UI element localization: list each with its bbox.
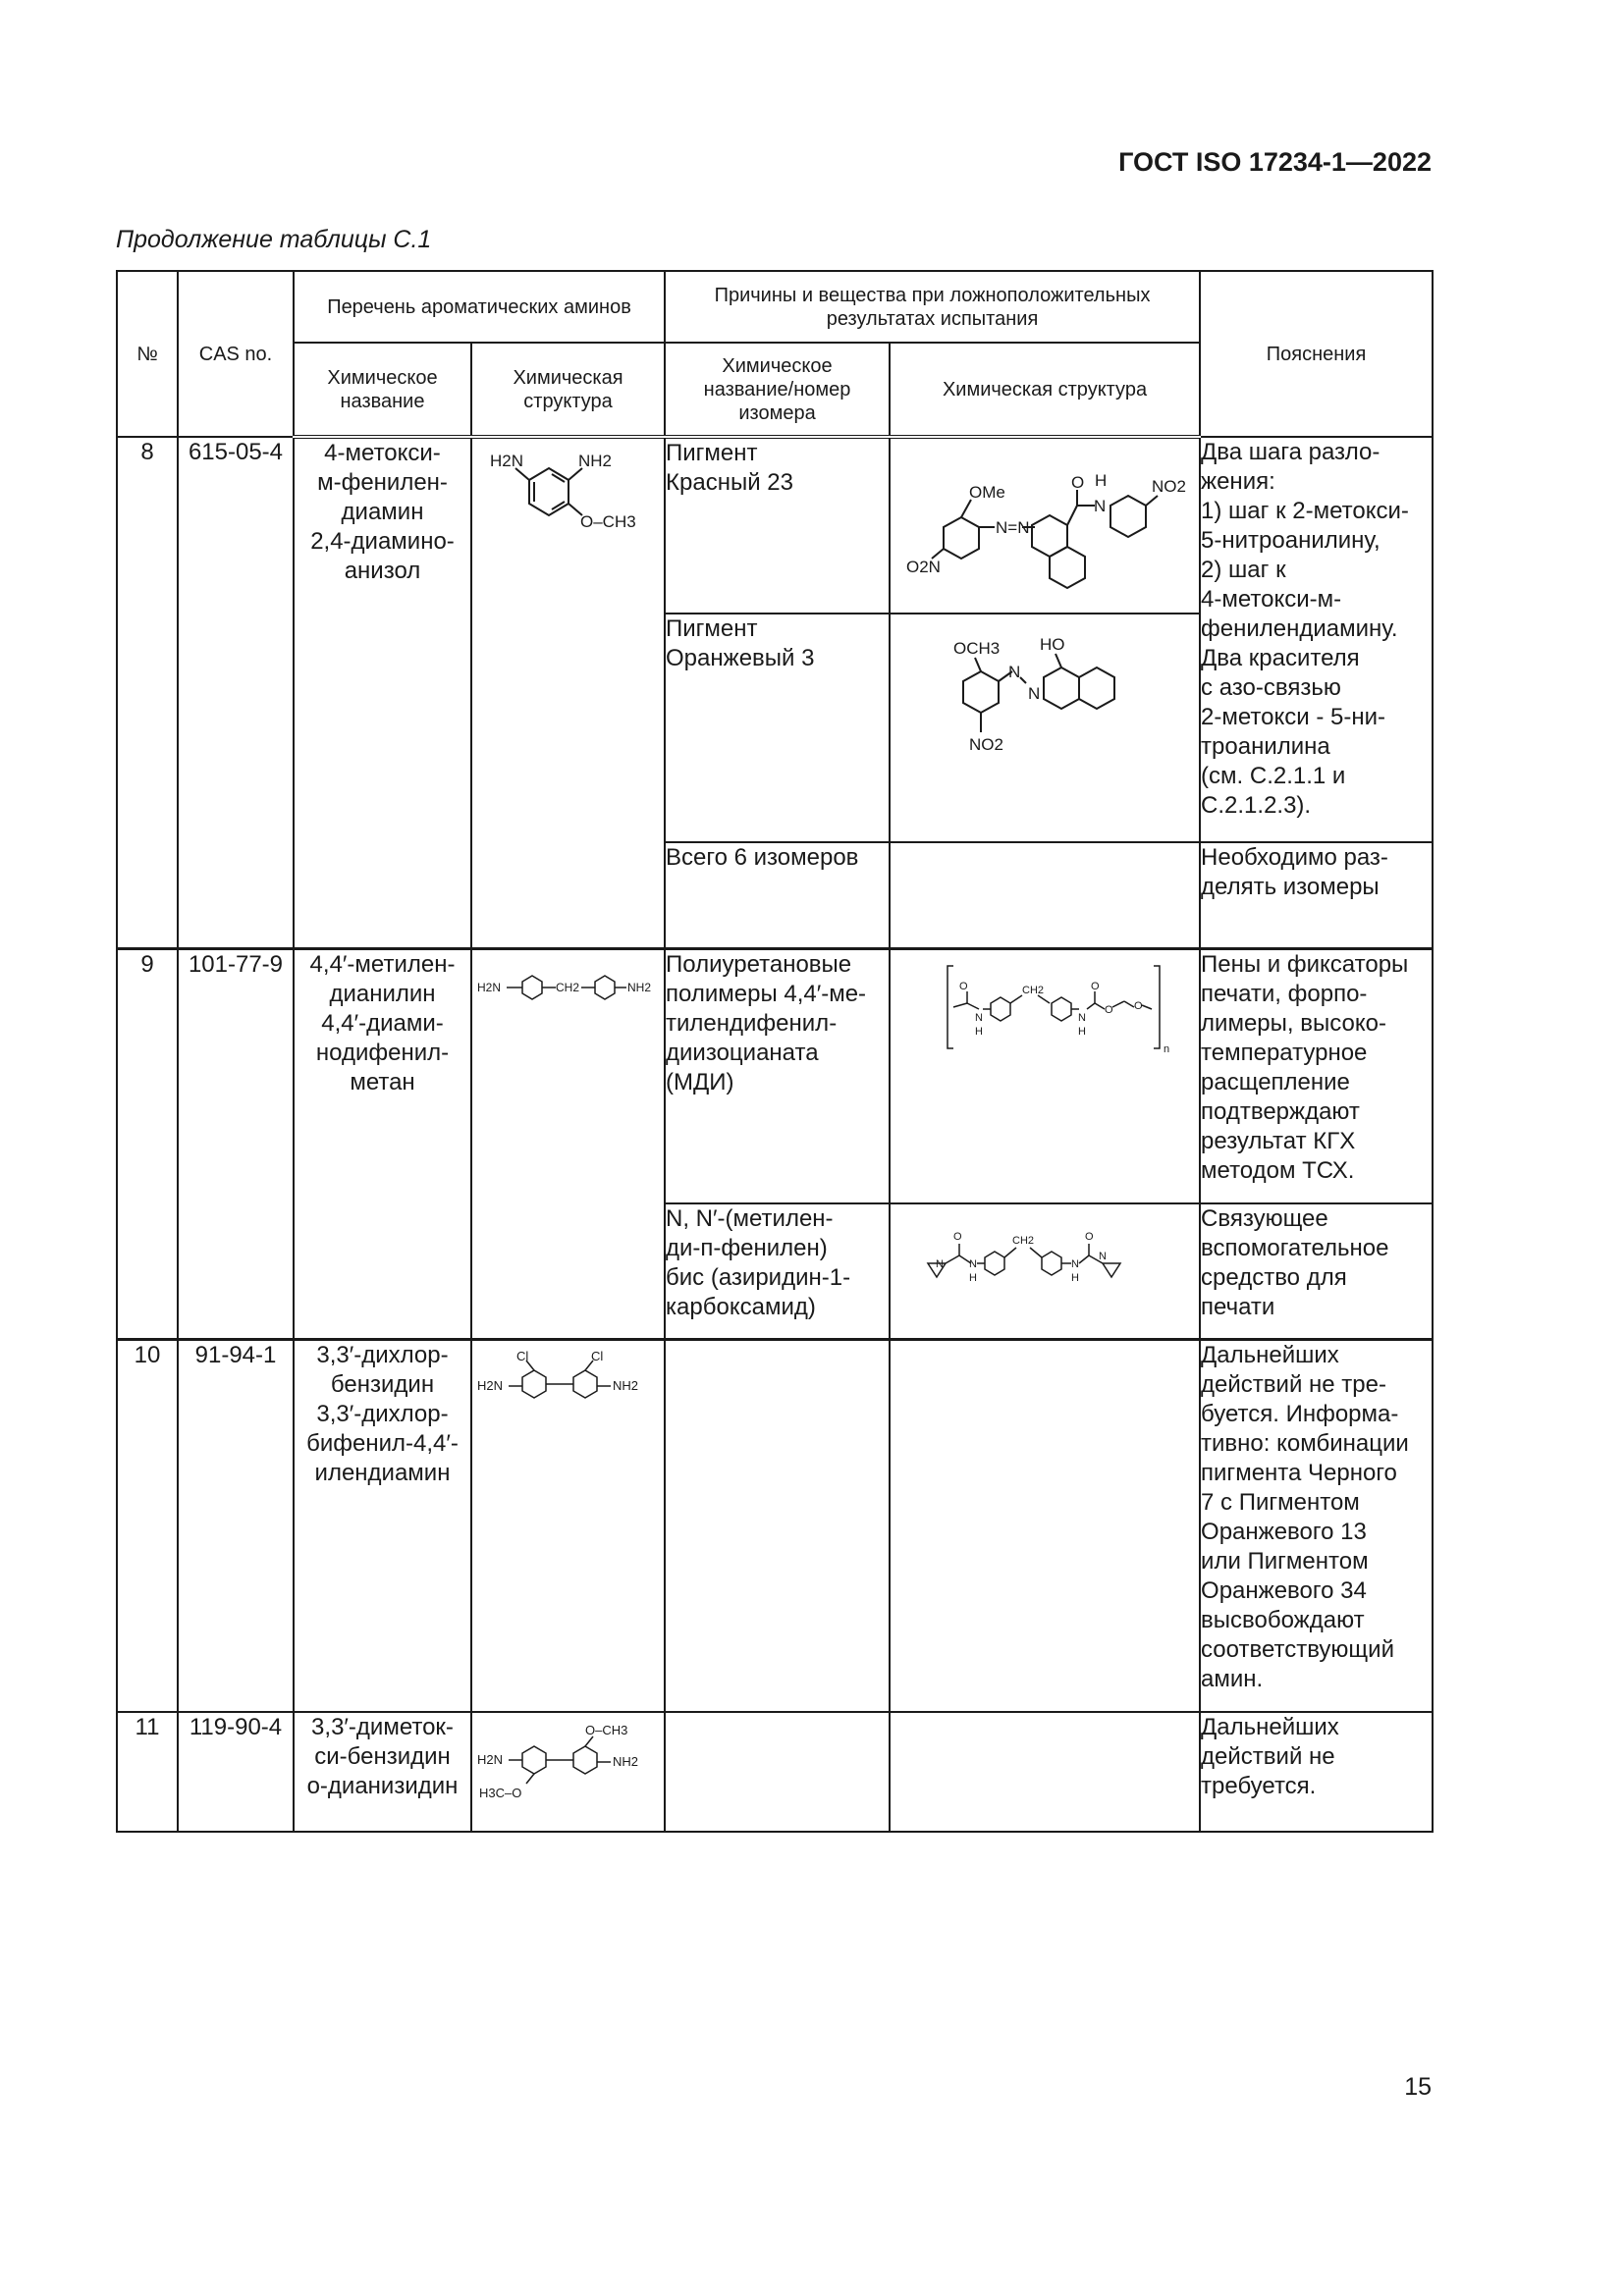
header-chem-structure: Химическая структура (471, 343, 665, 437)
label-n-aziridine2: N (1099, 1251, 1107, 1262)
cas-number: 119-90-4 (178, 1712, 294, 1832)
cause-structure-cell (890, 1203, 1200, 1339)
cause-structure-cell (890, 1712, 1200, 1832)
table-row (117, 1339, 1433, 1712)
label-amide-n: N (1094, 497, 1107, 515)
cause-structure-cell (890, 948, 1200, 1203)
label-n1: N (975, 1011, 983, 1024)
label-azo-n2: N (1028, 684, 1041, 703)
header-cas: CAS no. (178, 271, 294, 437)
notes: Дальнейших действий не требуется. (1200, 1712, 1433, 1832)
row-number: 10 (117, 1339, 178, 1712)
table-row (117, 948, 1433, 1203)
cas-number: 615-05-4 (178, 437, 294, 948)
cause-name: Пигмент Оранжевый 3 (665, 614, 890, 842)
cause-name: Пигмент Красный 23 (665, 437, 890, 614)
label-methoxy-top: O–CH3 (584, 1723, 627, 1737)
label-ch2: CH2 (1012, 1235, 1035, 1247)
chemical-structure-cell (471, 1339, 665, 1712)
label-n2: N (1071, 1258, 1079, 1270)
header-causes-group: Причины и вещества при ложноположительных результатах испытания (665, 271, 1200, 343)
label-ome: OMe (969, 483, 1005, 502)
header-cause-structure: Химическая структура (890, 343, 1200, 437)
structure-methylenedianiline (475, 960, 662, 1009)
label-nh2: NH2 (612, 1754, 638, 1769)
structure-polyurethane (902, 960, 1187, 1058)
cause-structure-cell (890, 614, 1200, 842)
label-n1: N (969, 1258, 977, 1270)
standard-number: ГОСТ ISO 17234-1—2022 (1118, 147, 1432, 177)
cause-structure-cell (890, 1339, 1200, 1712)
page-number: 15 (1404, 2073, 1432, 2101)
cause-name: Полиуретановые полимеры 4,4′-ме- тилендифенил- диизоцианата (МДИ) (665, 948, 890, 1203)
table-caption: Продолжение таблицы С.1 (116, 226, 432, 253)
structure-methoxy-phenylenediamine (480, 451, 657, 539)
table-row (117, 1712, 1433, 1832)
label-och3: OCH3 (953, 639, 1001, 658)
label-o3: O (1105, 1003, 1113, 1016)
label-amine-a: H2N (489, 452, 523, 470)
label-no2: NO2 (969, 735, 1003, 754)
label-methoxy-bottom: H3C–O (478, 1786, 521, 1800)
header-amines-group: Перечень ароматических аминов (294, 271, 665, 343)
chemical-name: 3,3′-диметок- си-бензидин o-дианизидин (294, 1712, 471, 1832)
cause-name (665, 1712, 890, 1832)
label-h2: H (1071, 1272, 1079, 1284)
structure-aziridine-carboxamide (902, 1214, 1187, 1303)
label-amide-h: H (1095, 471, 1108, 490)
row-number: 8 (117, 437, 178, 948)
notes: Необходимо раз- делять изомеры (1200, 842, 1433, 948)
header-no: № (117, 271, 178, 437)
label-h2n: H2N (476, 980, 501, 994)
notes: Два шага разло- жения: 1) шаг к 2-метокси- 5-нитроанилину, 2) шаг к 4-метокси-м- фенилендиамину. Два красителя с азо-связью 2-метокси - 5-ни- троанилина (см. С.2.1.1 и С.2.1.2.3). (1200, 437, 1433, 842)
label-n2: N (1078, 1011, 1086, 1024)
structure-dichlorobenzidine (475, 1349, 662, 1417)
label-h2: H (1078, 1025, 1086, 1038)
cause-structure-cell (890, 437, 1200, 614)
structure-pigment-orange-3 (902, 622, 1187, 779)
chemical-structure-cell (471, 948, 665, 1339)
label-n-aziridine1: N (936, 1258, 944, 1270)
label-h1: H (969, 1272, 977, 1284)
label-ch2: CH2 (1022, 984, 1045, 996)
label-nh2: NH2 (612, 1377, 638, 1393)
label-ch2: CH2 (555, 980, 579, 994)
row-number: 11 (117, 1712, 178, 1832)
label-o1: O (953, 1231, 962, 1243)
label-carbonyl-o: O (1071, 473, 1085, 492)
cause-name (665, 1339, 890, 1712)
structure-dimethoxybenzidine (475, 1719, 662, 1807)
cas-number: 101-77-9 (178, 948, 294, 1339)
notes: Связующее вспомогательное средство для печати (1200, 1203, 1433, 1339)
label-o4: O (1134, 999, 1143, 1012)
cause-name: N, N′-(метилен- ди-п-фенилен) бис (азиридин-1- карбоксамид) (665, 1203, 890, 1339)
label-o2n: O2N (906, 558, 941, 576)
label-subscript-n: n (1164, 1042, 1170, 1055)
table-row (117, 437, 1433, 614)
label-azo-n1: N (1008, 663, 1021, 681)
cause-structure-cell (890, 842, 1200, 948)
aromatic-amines-table (116, 270, 1434, 1833)
notes: Пены и фиксаторы печати, форпо- лимеры, высоко- температурное расщепление подтверждают результат КГХ методом ТСХ. (1200, 948, 1433, 1203)
cas-number: 91-94-1 (178, 1339, 294, 1712)
label-methoxy: O–CH3 (579, 512, 636, 531)
chemical-name: 4,4′-метилен- дианилин 4,4′-диами- нодифенил- метан (294, 948, 471, 1339)
label-cl1: Cl (515, 1348, 528, 1363)
chemical-name: 3,3′-дихлор- бензидин 3,3′-дихлор- бифенил-4,4′- илендиамин (294, 1339, 471, 1712)
label-nh2: NH2 (626, 980, 651, 994)
label-o1: O (959, 980, 968, 992)
label-h1: H (975, 1025, 983, 1038)
chemical-structure-cell (471, 437, 665, 948)
header-cause-name: Химическое название/номер изомера (665, 343, 890, 437)
cause-name: Всего 6 изомеров (665, 842, 890, 948)
label-cl2: Cl (590, 1348, 603, 1363)
label-o2: O (1085, 1231, 1094, 1243)
notes: Дальнейших действий не тре- буется. Информа- тивно: комбинации пигмента Черного 7 с Пигментом Оранжевого 13 или Пигментом Оранжевого 34 высвобождают соответствующий амин. (1200, 1339, 1433, 1712)
chemical-structure-cell (471, 1712, 665, 1832)
label-no2: NO2 (1152, 477, 1186, 496)
structure-pigment-red-23 (902, 449, 1187, 606)
header-notes: Пояснения (1200, 271, 1433, 437)
header-chem-name: Химическое название (294, 343, 471, 437)
label-ho: HO (1040, 635, 1065, 654)
row-number: 9 (117, 948, 178, 1339)
chemical-name: 4-метокси- м-фенилен- диамин 2,4-диамино- анизол (294, 437, 471, 948)
label-azo: N=N (996, 518, 1030, 537)
label-h2n: H2N (476, 1377, 503, 1393)
label-o2: O (1091, 980, 1100, 992)
label-amine-b: NH2 (577, 452, 612, 470)
label-h2n: H2N (476, 1752, 503, 1767)
